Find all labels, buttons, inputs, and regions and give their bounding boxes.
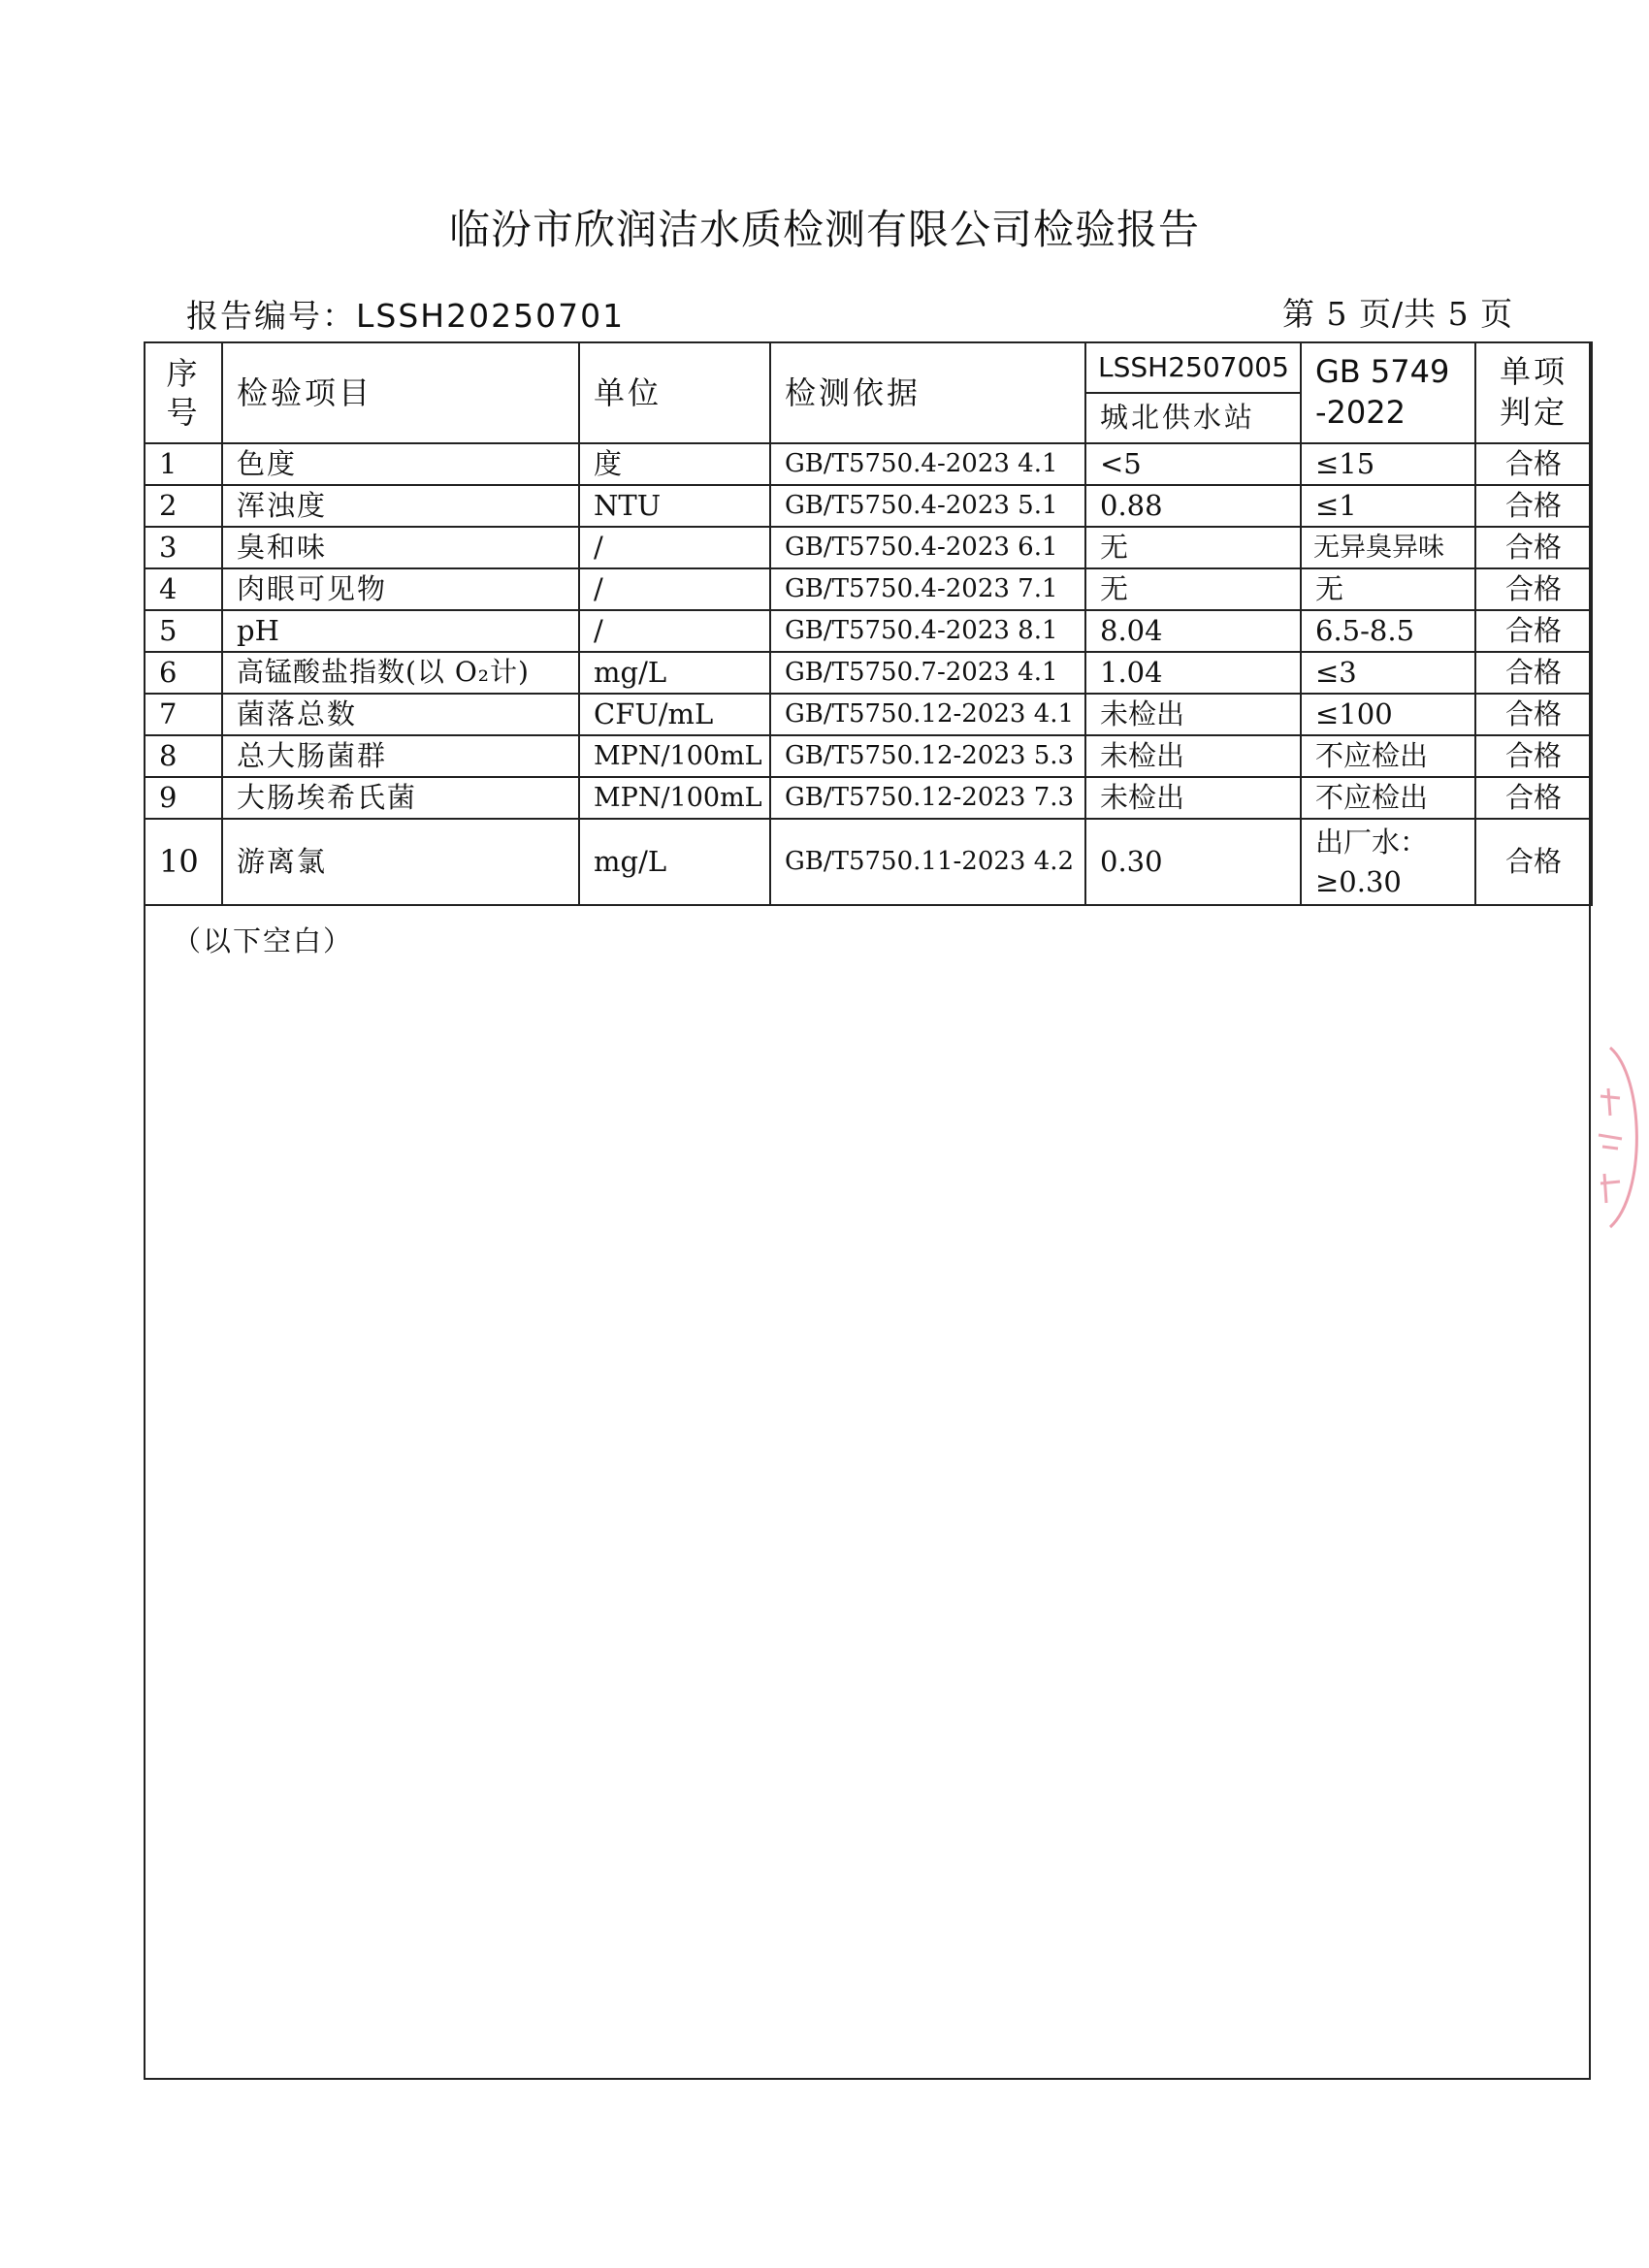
cell-method: GB/T5750.11-2023 4.2 — [770, 819, 1085, 905]
cell-item: 总大肠菌群 — [222, 735, 579, 777]
cell-verdict: 合格 — [1475, 568, 1592, 610]
cell-result: 8.04 — [1085, 610, 1301, 652]
header-judgement — [1475, 342, 1592, 443]
cell-item: pH — [222, 610, 579, 652]
cell-result: 0.30 — [1085, 819, 1301, 905]
cell-method: GB/T5750.12-2023 4.1 — [770, 694, 1085, 735]
cell-unit: mg/L — [579, 819, 770, 905]
cell-unit: CFU/mL — [579, 694, 770, 735]
cell-result: 无 — [1085, 527, 1301, 568]
cell-verdict: 合格 — [1475, 610, 1592, 652]
cell-verdict: 合格 — [1475, 694, 1592, 735]
cell-limit-line2: ≥0.30 — [1315, 864, 1402, 898]
table-row — [145, 568, 1592, 610]
cell-item: 游离氯 — [222, 819, 579, 905]
cell-unit: / — [579, 610, 770, 652]
cell-verdict: 合格 — [1475, 485, 1592, 527]
cell-result: <5 — [1085, 443, 1301, 485]
cell-limit: 不应检出 — [1301, 777, 1475, 819]
cell-result: 1.04 — [1085, 652, 1301, 694]
header-judgement-label: 单项 判定 — [1499, 353, 1568, 431]
cell-seq: 7 — [145, 694, 222, 735]
blank-below-note: （以下空白） — [173, 924, 354, 957]
cell-seq: 1 — [145, 443, 222, 485]
table-row — [145, 485, 1592, 527]
report-number-label: 报告编号： — [186, 297, 356, 335]
cell-seq: 5 — [145, 610, 222, 652]
cell-verdict: 合格 — [1475, 819, 1592, 905]
cell-unit: 度 — [579, 443, 770, 485]
cell-result: 未检出 — [1085, 694, 1301, 735]
header-sample-site: 城北供水站 — [1085, 393, 1301, 443]
cell-item: 菌落总数 — [222, 694, 579, 735]
cell-seq: 9 — [145, 777, 222, 819]
cell-unit: MPN/100mL — [579, 735, 770, 777]
header-sample-id: LSSH2507005 — [1085, 342, 1301, 393]
report-number — [186, 291, 625, 337]
header-standard — [1301, 342, 1475, 443]
header-seq-label: 序号 — [166, 355, 201, 431]
cell-limit: 无 — [1301, 568, 1475, 610]
cell-verdict: 合格 — [1475, 735, 1592, 777]
cell-result: 未检出 — [1085, 777, 1301, 819]
cell-verdict: 合格 — [1475, 652, 1592, 694]
cell-result: 0.88 — [1085, 485, 1301, 527]
cell-seq: 4 — [145, 568, 222, 610]
cell-limit: ≤100 — [1301, 694, 1475, 735]
cell-method: GB/T5750.4-2023 8.1 — [770, 610, 1085, 652]
cell-limit-line1: 出厂水： — [1315, 825, 1429, 859]
cell-limit: ≤3 — [1301, 652, 1475, 694]
cell-item: 色度 — [222, 443, 579, 485]
table-row — [145, 735, 1592, 777]
cell-verdict: 合格 — [1475, 777, 1592, 819]
cell-verdict: 合格 — [1475, 443, 1592, 485]
results-table — [144, 341, 1593, 906]
cell-unit: mg/L — [579, 652, 770, 694]
header-item: 检验项目 — [222, 342, 579, 443]
page-indicator: 第 5 页/共 5 页 — [1282, 295, 1514, 333]
cell-method: GB/T5750.7-2023 4.1 — [770, 652, 1085, 694]
cell-unit: MPN/100mL — [579, 777, 770, 819]
cell-limit: ≤1 — [1301, 485, 1475, 527]
report-title: 临汾市欣润洁水质检测有限公司检验报告 — [448, 206, 1200, 253]
cell-seq: 8 — [145, 735, 222, 777]
table-row — [145, 443, 1592, 485]
cell-seq: 10 — [145, 819, 222, 905]
cell-seq: 2 — [145, 485, 222, 527]
header-seq — [145, 342, 222, 443]
cell-method: GB/T5750.4-2023 6.1 — [770, 527, 1085, 568]
table-row — [145, 777, 1592, 819]
cell-verdict: 合格 — [1475, 527, 1592, 568]
cell-method: GB/T5750.4-2023 4.1 — [770, 443, 1085, 485]
cell-limit: 不应检出 — [1301, 735, 1475, 777]
header-unit: 单位 — [579, 342, 770, 443]
report-number-value: LSSH20250701 — [356, 297, 626, 335]
seal-stamp-fragment — [1591, 1038, 1649, 1232]
cell-unit: / — [579, 527, 770, 568]
cell-limit: 6.5-8.5 — [1301, 610, 1475, 652]
cell-item: 高锰酸盐指数(以 O₂计) — [222, 652, 579, 694]
cell-limit: 无异臭异味 — [1301, 527, 1475, 568]
cell-unit: NTU — [579, 485, 770, 527]
table-row — [145, 694, 1592, 735]
table-row — [145, 819, 1592, 905]
cell-seq: 3 — [145, 527, 222, 568]
cell-method: GB/T5750.4-2023 7.1 — [770, 568, 1085, 610]
cell-result: 无 — [1085, 568, 1301, 610]
cell-limit: ≤15 — [1301, 443, 1475, 485]
header-standard-label: GB 5749 -2022 — [1315, 353, 1450, 431]
cell-seq: 6 — [145, 652, 222, 694]
cell-item: 臭和味 — [222, 527, 579, 568]
table-row — [145, 610, 1592, 652]
cell-method: GB/T5750.12-2023 5.3 — [770, 735, 1085, 777]
cell-unit: / — [579, 568, 770, 610]
cell-item: 大肠埃希氏菌 — [222, 777, 579, 819]
cell-limit — [1301, 819, 1475, 905]
table-row — [145, 652, 1592, 694]
cell-result: 未检出 — [1085, 735, 1301, 777]
table-row — [145, 527, 1592, 568]
cell-item: 肉眼可见物 — [222, 568, 579, 610]
header-method: 检测依据 — [770, 342, 1085, 443]
cell-item: 浑浊度 — [222, 485, 579, 527]
cell-method: GB/T5750.4-2023 5.1 — [770, 485, 1085, 527]
cell-method: GB/T5750.12-2023 7.3 — [770, 777, 1085, 819]
